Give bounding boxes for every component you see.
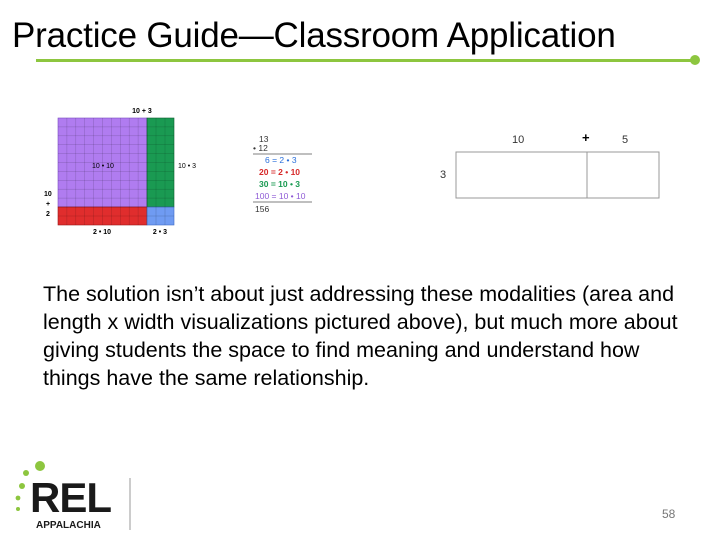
box-model-figure bbox=[430, 128, 670, 203]
area-left-label-1: 10 bbox=[44, 191, 52, 198]
box-right-cell bbox=[587, 152, 659, 198]
area-top-label: 10 + 3 bbox=[132, 108, 152, 115]
box-col1-label: 10 bbox=[512, 134, 525, 146]
title-underline bbox=[36, 59, 694, 62]
logo-dot-5 bbox=[16, 507, 20, 511]
partial-row-3: 30 = 10 • 3 bbox=[259, 179, 301, 189]
area-left-label-3: 2 bbox=[46, 211, 50, 218]
box-col2-label: 5 bbox=[622, 134, 629, 146]
area-green-label: 10 • 3 bbox=[178, 163, 197, 170]
logo-dot-3 bbox=[19, 483, 25, 489]
logo-dot-2 bbox=[23, 470, 29, 476]
logo-wordmark: REL bbox=[30, 474, 111, 521]
partial-products-figure bbox=[250, 132, 330, 217]
logo-dot-1 bbox=[35, 461, 45, 471]
slide-title: Practice Guide—Classroom Application bbox=[12, 16, 616, 55]
title-underline-dot bbox=[690, 55, 700, 65]
area-purple-label: 10 • 10 bbox=[92, 163, 114, 170]
partial-row-2: 20 = 2 • 10 bbox=[259, 167, 301, 177]
box-left-cell bbox=[456, 152, 587, 198]
factor-2: • 12 bbox=[253, 143, 268, 153]
slide-body-text: The solution isn’t about just addressing these modalities (area and length x width visualizations pictured above), but much more about giving students the space to find meaning and understand how things have the same relationship. bbox=[43, 282, 678, 390]
rel-appalachia-logo bbox=[10, 458, 135, 533]
area-bottom-right-label: 2 • 3 bbox=[152, 229, 168, 236]
logo-dot-4 bbox=[16, 496, 21, 501]
logo-subtext: APPALACHIA bbox=[36, 520, 101, 531]
box-plus-label: + bbox=[582, 130, 590, 145]
area-model-figure bbox=[36, 100, 216, 240]
factor-1: 13 bbox=[259, 134, 269, 144]
box-row-label: 3 bbox=[440, 169, 447, 181]
area-bottom-left-label: 2 • 10 bbox=[92, 229, 112, 236]
partial-row-1: 6 = 2 • 3 bbox=[265, 155, 297, 165]
partial-row-4: 100 = 10 • 10 bbox=[255, 191, 306, 201]
partial-total: 156 bbox=[255, 204, 270, 214]
page-number: 58 bbox=[662, 507, 676, 521]
area-left-label-2: + bbox=[46, 201, 51, 208]
